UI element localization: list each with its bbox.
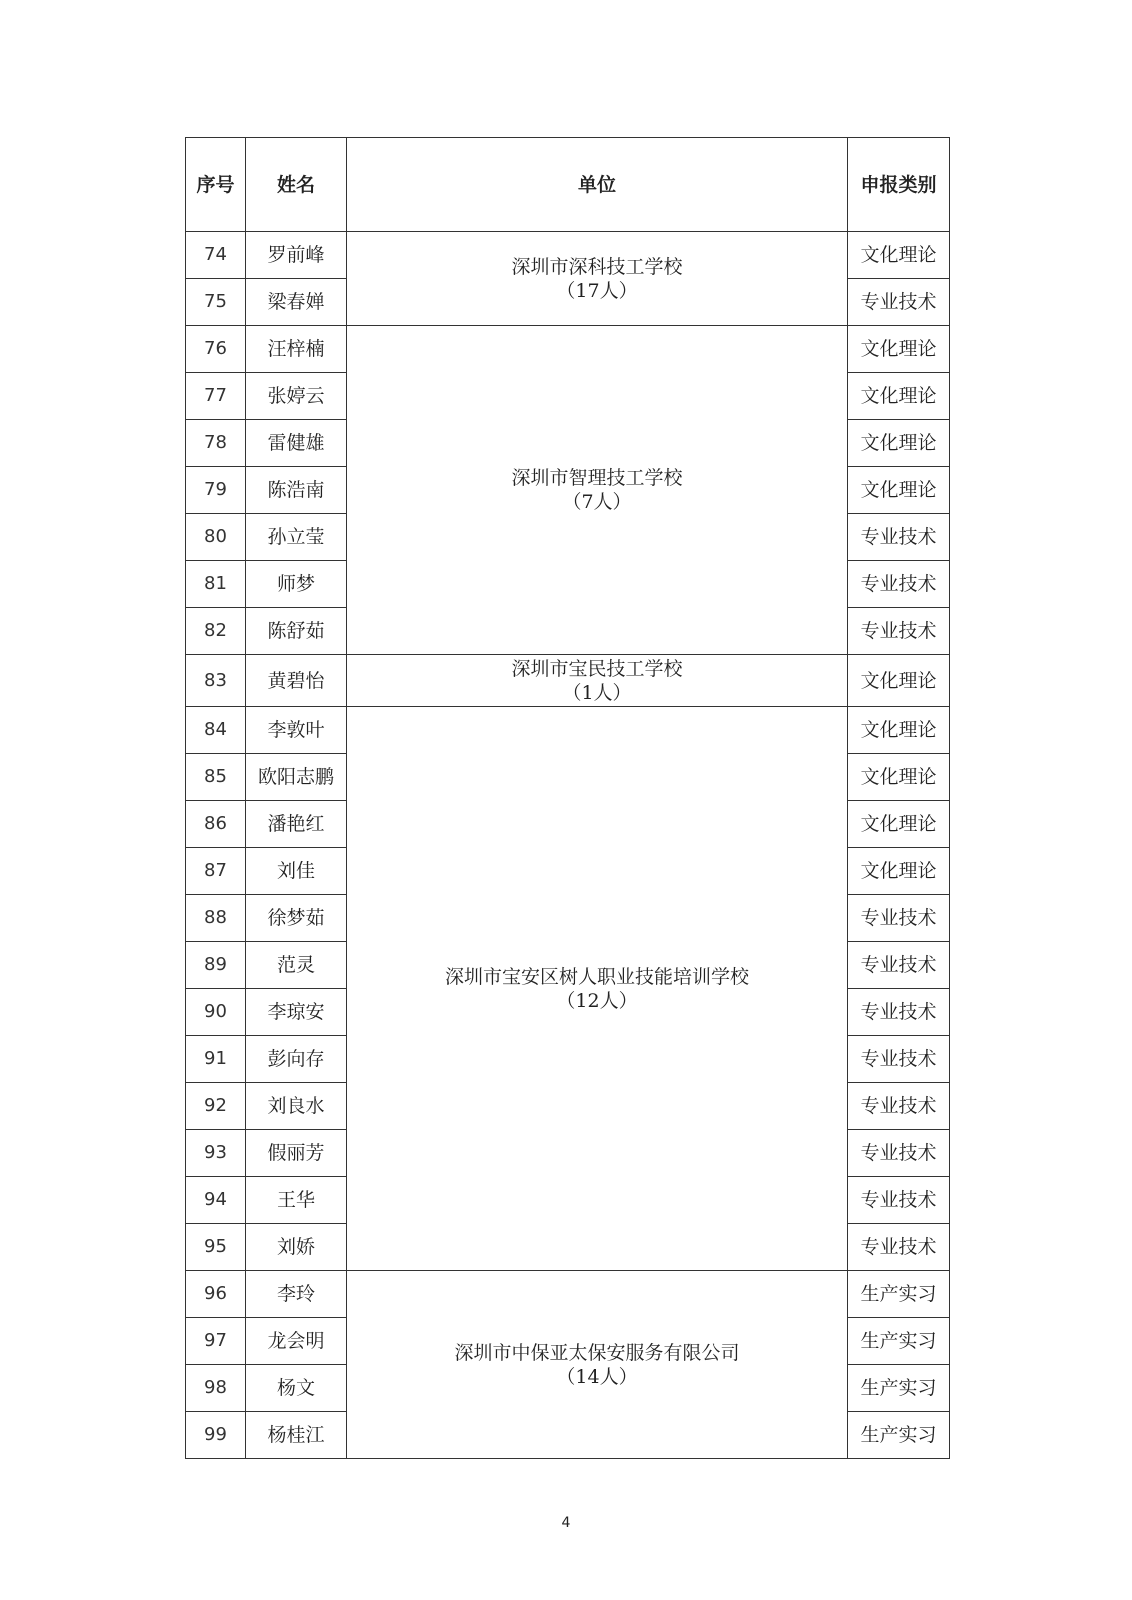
row-category: 专业技术 <box>848 1177 950 1224</box>
row-seq: 86 <box>186 801 246 848</box>
table-row <box>186 655 950 707</box>
row-name: 欧阳志鹏 <box>246 754 347 801</box>
row-category: 文化理论 <box>848 232 950 279</box>
header-name: 姓名 <box>246 138 347 232</box>
row-name: 王华 <box>246 1177 347 1224</box>
row-seq: 93 <box>186 1130 246 1177</box>
row-category: 文化理论 <box>848 420 950 467</box>
row-name: 杨文 <box>246 1365 347 1412</box>
row-seq: 75 <box>186 279 246 326</box>
row-category: 生产实习 <box>848 1271 950 1318</box>
unit-count: （12人） <box>556 989 638 1012</box>
row-category: 文化理论 <box>848 801 950 848</box>
row-name: 李敦叶 <box>246 707 347 754</box>
row-seq: 82 <box>186 608 246 655</box>
row-seq: 80 <box>186 514 246 561</box>
row-seq: 87 <box>186 848 246 895</box>
table-row <box>186 326 950 373</box>
header-unit: 单位 <box>347 138 848 232</box>
row-name: 刘佳 <box>246 848 347 895</box>
unit-count: （1人） <box>562 681 632 704</box>
row-seq: 78 <box>186 420 246 467</box>
row-category: 文化理论 <box>848 848 950 895</box>
row-category: 生产实习 <box>848 1365 950 1412</box>
row-seq: 90 <box>186 989 246 1036</box>
row-seq: 79 <box>186 467 246 514</box>
row-name: 刘良水 <box>246 1083 347 1130</box>
row-seq: 77 <box>186 373 246 420</box>
unit-name: 深圳市宝民技工学校 <box>511 657 683 680</box>
row-category: 文化理论 <box>848 754 950 801</box>
header-category: 申报类别 <box>848 138 950 232</box>
row-name: 汪梓楠 <box>246 326 347 373</box>
row-name: 潘艳红 <box>246 801 347 848</box>
row-name: 陈舒茹 <box>246 608 347 655</box>
row-category: 专业技术 <box>848 1083 950 1130</box>
row-category: 文化理论 <box>848 373 950 420</box>
row-seq: 85 <box>186 754 246 801</box>
row-name: 彭向存 <box>246 1036 347 1083</box>
row-seq: 81 <box>186 561 246 608</box>
row-seq: 96 <box>186 1271 246 1318</box>
row-seq: 91 <box>186 1036 246 1083</box>
row-name: 假丽芳 <box>246 1130 347 1177</box>
row-name: 范灵 <box>246 942 347 989</box>
row-seq: 92 <box>186 1083 246 1130</box>
row-name: 黄碧怡 <box>246 655 347 707</box>
unit-cell <box>347 655 848 707</box>
row-seq: 89 <box>186 942 246 989</box>
row-seq: 99 <box>186 1412 246 1459</box>
unit-name: 深圳市宝安区树人职业技能培训学校 <box>444 965 749 988</box>
row-name: 孙立莹 <box>246 514 347 561</box>
row-category: 专业技术 <box>848 1130 950 1177</box>
row-category: 专业技术 <box>848 989 950 1036</box>
row-category: 文化理论 <box>848 467 950 514</box>
row-seq: 84 <box>186 707 246 754</box>
row-category: 生产实习 <box>848 1412 950 1459</box>
row-category: 专业技术 <box>848 1036 950 1083</box>
row-category: 专业技术 <box>848 942 950 989</box>
row-category: 专业技术 <box>848 608 950 655</box>
row-name: 师梦 <box>246 561 347 608</box>
roster-table <box>185 137 950 1459</box>
unit-cell <box>347 707 848 1271</box>
row-name: 杨桂江 <box>246 1412 347 1459</box>
row-seq: 74 <box>186 232 246 279</box>
row-name: 龙会明 <box>246 1318 347 1365</box>
row-name: 雷健雄 <box>246 420 347 467</box>
table-header-row <box>186 138 950 232</box>
row-name: 李玲 <box>246 1271 347 1318</box>
unit-count: （7人） <box>562 491 632 513</box>
unit-cell <box>347 1271 848 1459</box>
row-name: 刘娇 <box>246 1224 347 1271</box>
row-category: 文化理论 <box>848 655 950 707</box>
unit-count: （14人） <box>556 1365 638 1388</box>
row-name: 梁春婵 <box>246 279 347 326</box>
table-row <box>186 232 950 279</box>
row-seq: 88 <box>186 895 246 942</box>
row-category: 专业技术 <box>848 1224 950 1271</box>
row-category: 专业技术 <box>848 514 950 561</box>
table-row <box>186 1271 950 1318</box>
row-name: 陈浩南 <box>246 467 347 514</box>
row-seq: 94 <box>186 1177 246 1224</box>
row-name: 徐梦茹 <box>246 895 347 942</box>
row-seq: 76 <box>186 326 246 373</box>
unit-count: （17人） <box>556 279 638 302</box>
row-seq: 97 <box>186 1318 246 1365</box>
row-category: 专业技术 <box>848 561 950 608</box>
row-name: 张婷云 <box>246 373 347 420</box>
row-category: 专业技术 <box>848 895 950 942</box>
page-number: 4 <box>561 1515 571 1531</box>
row-name: 罗前峰 <box>246 232 347 279</box>
row-name: 李琼安 <box>246 989 347 1036</box>
table-row <box>186 707 950 754</box>
unit-name: 深圳市深科技工学校 <box>511 255 683 278</box>
unit-cell <box>347 232 848 326</box>
header-seq: 序号 <box>186 138 246 232</box>
row-seq: 98 <box>186 1365 246 1412</box>
row-category: 专业技术 <box>848 279 950 326</box>
row-category: 文化理论 <box>848 707 950 754</box>
unit-name: 深圳市智理技工学校 <box>511 467 683 489</box>
unit-cell <box>347 326 848 655</box>
row-category: 生产实习 <box>848 1318 950 1365</box>
row-seq: 83 <box>186 655 246 707</box>
row-seq: 95 <box>186 1224 246 1271</box>
row-category: 文化理论 <box>848 326 950 373</box>
unit-name: 深圳市中保亚太保安服务有限公司 <box>454 1341 740 1364</box>
